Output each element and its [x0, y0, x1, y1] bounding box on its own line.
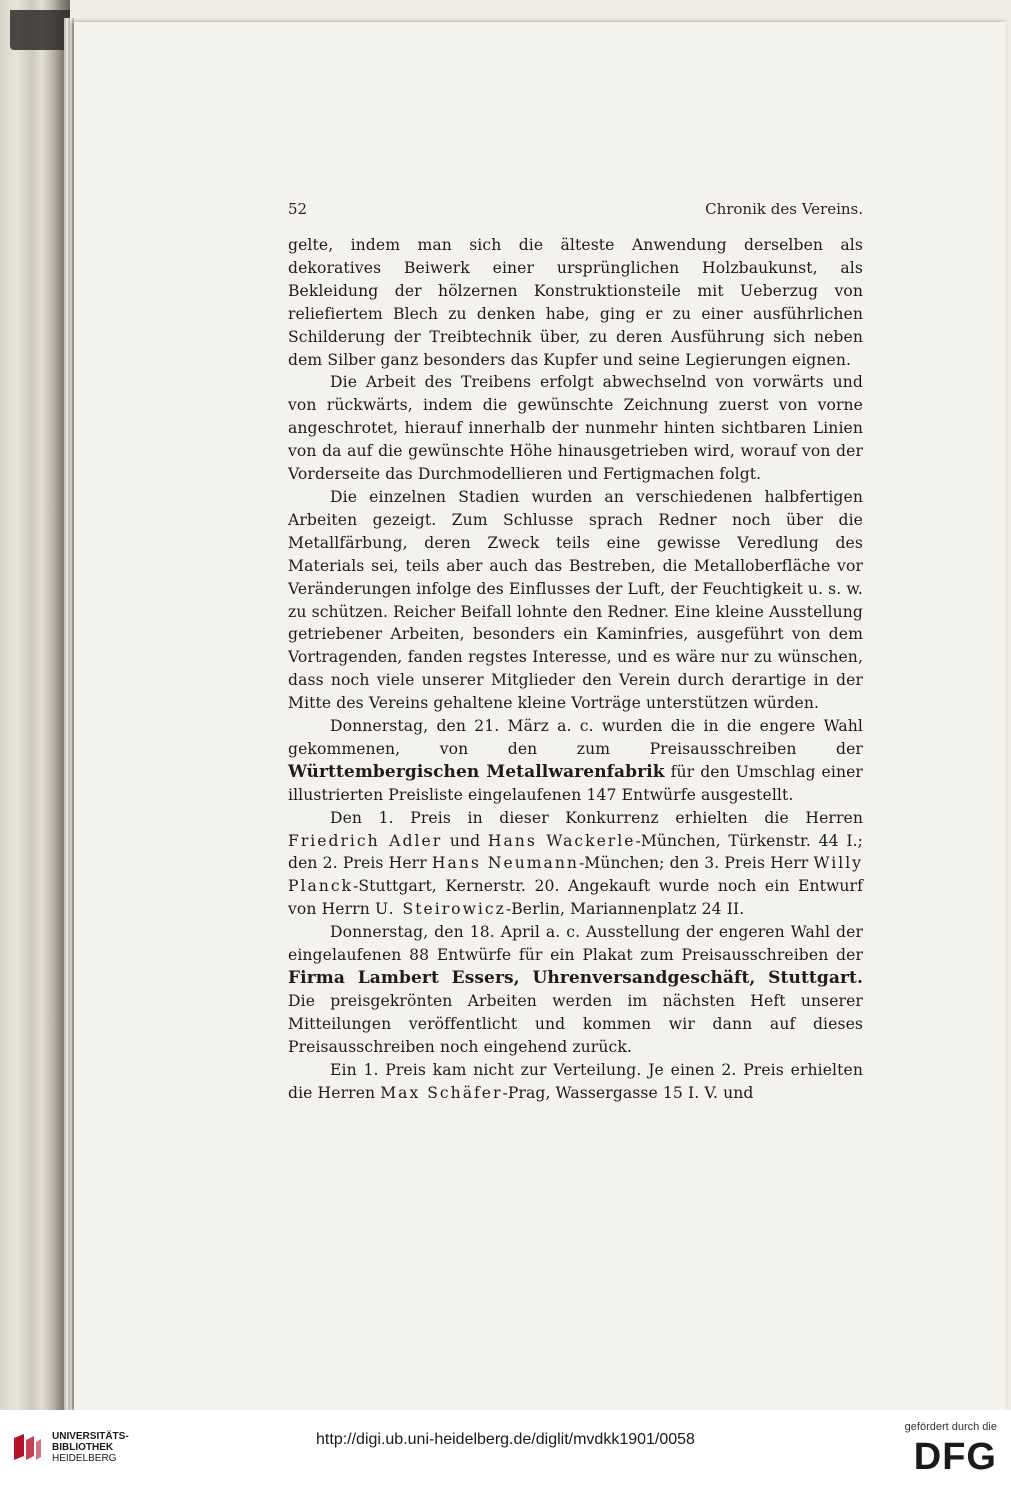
library-line-1: UNIVERSITÄTS-: [52, 1431, 129, 1442]
p5-text-a: Den 1. Preis in dieser Konkurrenz erhielten die Herren: [330, 808, 863, 827]
running-title: Chronik des Vereins.: [705, 200, 863, 218]
paragraph-6: [288, 921, 863, 1058]
p5-text-g: -München; den 3. Preis Herr: [578, 854, 814, 873]
p5-text-c: und: [442, 831, 488, 850]
p6-text-c: Die preisgekrönten Arbeiten werden im nächsten Heft unserer Mitteilungen veröffentlicht und kommen wir dann auf dieses Preisausschreiben noch eingehend zurück.: [288, 991, 863, 1056]
dfg-logo: DFG: [913, 1436, 997, 1478]
p5-text-e: -München, Türkenstr. 44 I.; den 2. Preis Herr: [288, 831, 864, 873]
p5-text-k: -Berlin, Mariannenplatz 24 II.: [505, 900, 745, 919]
name-planck: Willy Planck: [288, 854, 863, 896]
name-adler: Friedrich Adler: [288, 831, 443, 850]
p5-text-i: -Stuttgart, Kernerstr. 20. Angekauft wurde noch ein Entwurf von Herrn: [288, 877, 863, 919]
paragraph-4: [288, 715, 863, 807]
page-number: 52: [288, 200, 308, 218]
paragraph-1: gelte, indem man sich die älteste Anwendung derselben als dekoratives Beiwerk einer ursprünglichen Holzbaukunst, als Bekleidung der hölzernen Konstruktionsteile mit Ueberzug von reliefiertem Blech zu denken habe, ging er zu einer ausführlichen Schilderung der Treibtechnik über, zu deren Ausführung sich neben dem Silber ganz besonders das Kupfer und seine Legierungen eignen.: [288, 236, 863, 369]
p4-text-c: für den Umschlag einer illustrierten Preisliste eingelaufenen 147 Entwürfe ausgestellt.: [288, 762, 863, 804]
permalink-url[interactable]: http://digi.ub.uni-heidelberg.de/diglit/mvdkk1901/0058: [316, 1431, 695, 1448]
p6-text-a: Donnerstag, den 18. April a. c. Ausstellung der engeren Wahl der eingelaufenen 88 Entwürfe für ein Plakat zum Preisausschreiben der: [288, 923, 863, 965]
name-steirowicz: U. Steirowicz: [374, 900, 506, 919]
paragraph-3: Die einzelnen Stadien wurden an verschiedenen halbfertigen Arbeiten gezeigt. Zum Schlusse sprach Redner noch über die Metallfärbung, deren Zweck teils eine gewisse Veredlung des Materials sei, teils aber auch das Bestreben, die Metalloberfläche vor Veränderungen infolge des Einflusses der Luft, der Feuchtigkeit u. s. w. zu schützen. Reicher Beifall lohnte den Redner. Eine kleine Ausstellung getriebener Arbeiten, besonders ein Kaminfries, ausgeführt von dem Vortragenden, fanden regstes Interesse, und es wäre nur zu wünschen, dass noch viele unserer Mitglieder den Verein durch derartige in der Mitte des Vereins gehaltene kleine Vorträge unterstützen würden.: [288, 487, 863, 713]
library-line-2: BIBLIOTHEK: [52, 1442, 114, 1453]
p7-text-a: Ein 1. Preis kam nicht zur Verteilung. Je einen 2. Preis erhielten die Herren: [288, 1060, 863, 1102]
paragraph-7: [288, 1059, 863, 1105]
paragraph-5: [288, 807, 863, 922]
name-wackerle: Hans Wackerle: [487, 831, 636, 850]
book-spine: [0, 0, 70, 1410]
p7-text-c: -Prag, Wassergasse 15 I. V. und: [502, 1083, 754, 1102]
page-edges: [64, 18, 74, 1410]
paragraph-2: Die Arbeit des Treibens erfolgt abwechselnd von vorwärts und von rückwärts, indem die gewünschte Zeichnung zuerst von vorne angeschrotet, hierauf innerhalb der nunmehr hinten sichtbaren Linien von da auf die gewünschte Höhe hinausgetrieben wird, worauf von der Vorderseite das Durchmodellieren und Fertigmachen folgt.: [288, 373, 863, 484]
body-text: [288, 234, 863, 1104]
firm-name: Firma Lambert Essers, Uhrenversandgeschäft, Stuttgart.: [288, 968, 863, 988]
p4-text-a: Donnerstag, den 21. März a. c. wurden die in die engere Wahl gekommenen, von den zum Preisausschreiben der: [288, 717, 863, 758]
library-line-3: HEIDELBERG: [52, 1453, 117, 1464]
funding-note: gefördert durch die: [904, 1421, 997, 1433]
company-name: Württembergischen Metallwarenfabrik: [288, 761, 665, 782]
running-header: [288, 200, 863, 218]
name-schaefer: Max Schäfer: [380, 1083, 503, 1102]
name-neumann: Hans Neumann: [431, 854, 579, 873]
spine-cap: [10, 10, 70, 50]
